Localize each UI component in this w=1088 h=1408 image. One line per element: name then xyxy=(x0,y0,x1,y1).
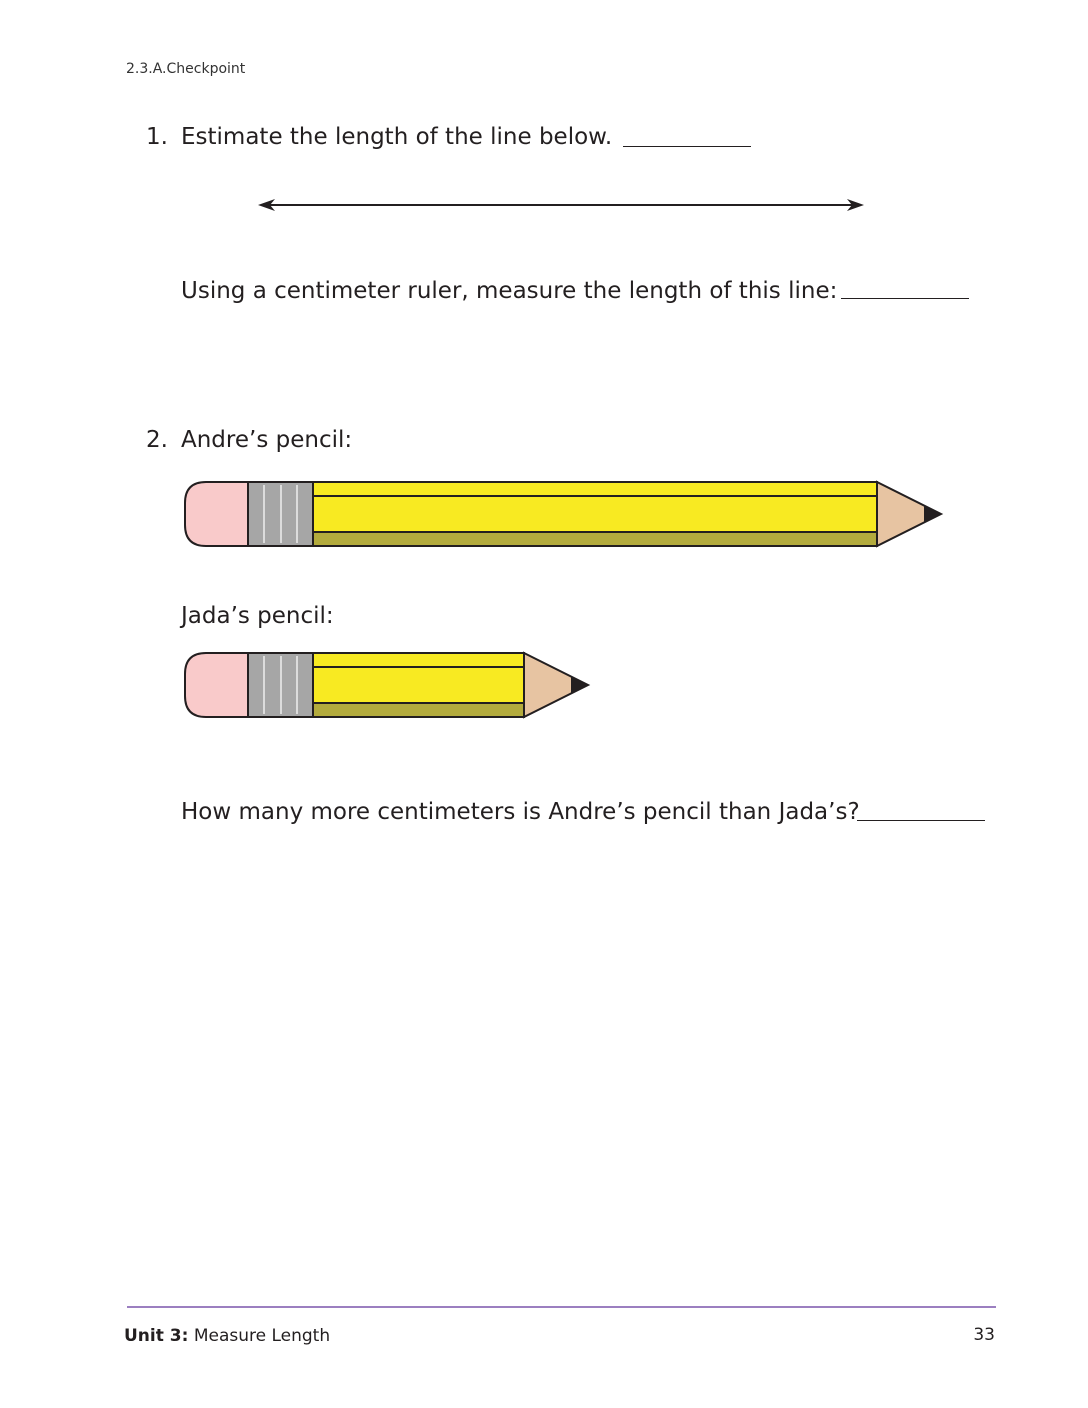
lead-tip xyxy=(924,506,941,522)
footer-unit-title: Measure Length xyxy=(193,1326,331,1346)
pencil-body xyxy=(313,496,877,532)
pencil-body-highlight xyxy=(313,653,524,667)
question-1-prompt: Estimate the length of the line below. xyxy=(181,124,613,150)
eraser xyxy=(185,482,248,546)
question-2-prompt: How many more centimeters is Andre’s pencil than Jada’s? xyxy=(181,799,860,825)
question-2-number: 2. xyxy=(146,427,168,453)
page-number: 33 xyxy=(973,1325,995,1345)
question-1-followup: Using a centimeter ruler, measure the length of this line: xyxy=(181,278,838,304)
andre-pencil-label: Andre’s pencil: xyxy=(181,427,353,453)
eraser xyxy=(185,653,248,717)
footer-unit-label: Unit 3: xyxy=(124,1326,189,1346)
pencil-body-shadow xyxy=(313,532,877,546)
pencil-body-highlight xyxy=(313,482,877,496)
footer-unit xyxy=(124,1326,330,1346)
double-arrow-line xyxy=(0,190,1088,220)
question-1-number: 1. xyxy=(146,124,168,150)
jada-pencil-image xyxy=(184,652,594,722)
measure-answer-blank[interactable] xyxy=(841,298,969,299)
footer-divider xyxy=(127,1306,996,1308)
jada-pencil-label: Jada’s pencil: xyxy=(181,603,334,629)
estimate-answer-blank[interactable] xyxy=(623,146,751,147)
difference-answer-blank[interactable] xyxy=(857,820,985,821)
checkpoint-code: 2.3.A.Checkpoint xyxy=(126,61,246,77)
pencil-body xyxy=(313,667,524,703)
pencil-body-shadow xyxy=(313,703,524,717)
lead-tip xyxy=(571,677,588,693)
andre-pencil-image xyxy=(184,481,944,551)
